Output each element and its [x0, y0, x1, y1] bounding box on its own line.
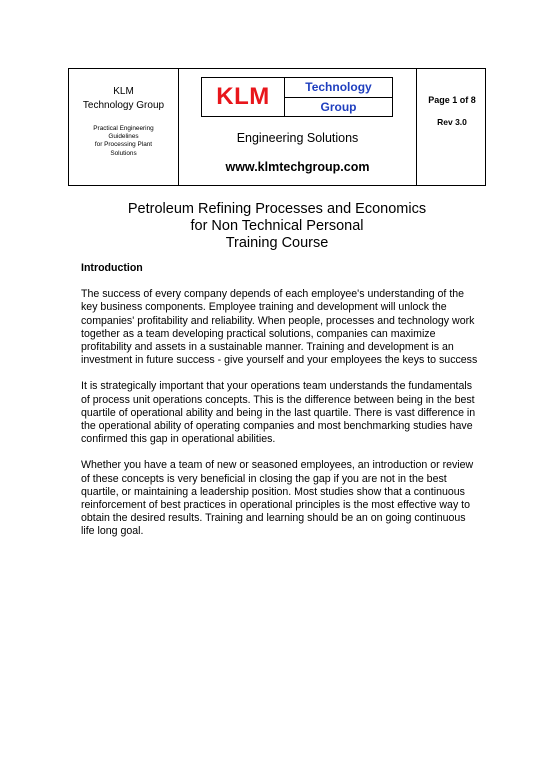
guidelines-line2: Guidelines — [108, 133, 139, 141]
tagline: Engineering Solutions — [236, 131, 359, 145]
logo-klm-box — [202, 78, 285, 116]
logo-technology-group-box — [285, 78, 392, 116]
logo-technology-text: Technology — [285, 78, 392, 98]
title-line2: for Non Technical Personal — [190, 218, 364, 234]
logo-klm-text: KLM — [216, 83, 270, 110]
section-heading: Introduction — [81, 262, 143, 274]
paragraph: The success of every company depends of each employee's understanding of the key business components. Employee training and development will unlock the companies' profitability and reliability. When people, processes and technology work together as a team developing practical solutions, companies can maximize profitability and assets in a sustainable manner. Training and development is an investment in future success - give yourself and your employees the keys to success — [81, 288, 478, 367]
page-number: Page 1 of 8 — [428, 95, 476, 105]
paragraph: Whether you have a team of new or seasoned employees, an introduction or review of these concepts is very beneficial in closing the gap if you are not in the best quartile, or maintaining a leadership position. Most studies show that a continuous reinforcement of best practices in operational principles is the most effective way to obtain the desired results. Training and learning should be an on going continuous life long goal. — [81, 459, 474, 538]
guidelines-line1: Practical Engineering — [93, 125, 154, 132]
website-url: www.klmtechgroup.com — [225, 160, 370, 174]
company-name — [69, 85, 178, 113]
guidelines-line3: for Processing Plant — [94, 141, 153, 149]
document-header — [68, 68, 486, 186]
header-logo-column — [179, 69, 416, 185]
title-line1: Petroleum Refining Processes and Economics — [127, 201, 427, 217]
guidelines-line4: Solutions — [110, 149, 137, 157]
header-company-column — [69, 69, 178, 185]
guidelines-text — [69, 125, 178, 158]
company-name-line2: Technology Group — [82, 100, 165, 111]
header-page-column — [417, 69, 487, 185]
document-body — [81, 262, 481, 552]
company-name-line1: KLM — [113, 86, 134, 97]
paragraph: It is strategically important that your operations team understands the fundamentals of process unit operations concepts. This is the difference between being in the best quartile of operational ability and being in the last quartile. There is vast difference in the operational ability of operating companies and most benchmarking studies have confirmed this gap in operational abilities. — [81, 380, 476, 446]
document-title — [68, 201, 486, 252]
title-line3: Training Course — [225, 235, 329, 251]
logo-group-text: Group — [320, 99, 357, 114]
revision-label: Rev 3.0 — [437, 117, 467, 127]
klm-logo — [201, 77, 393, 117]
